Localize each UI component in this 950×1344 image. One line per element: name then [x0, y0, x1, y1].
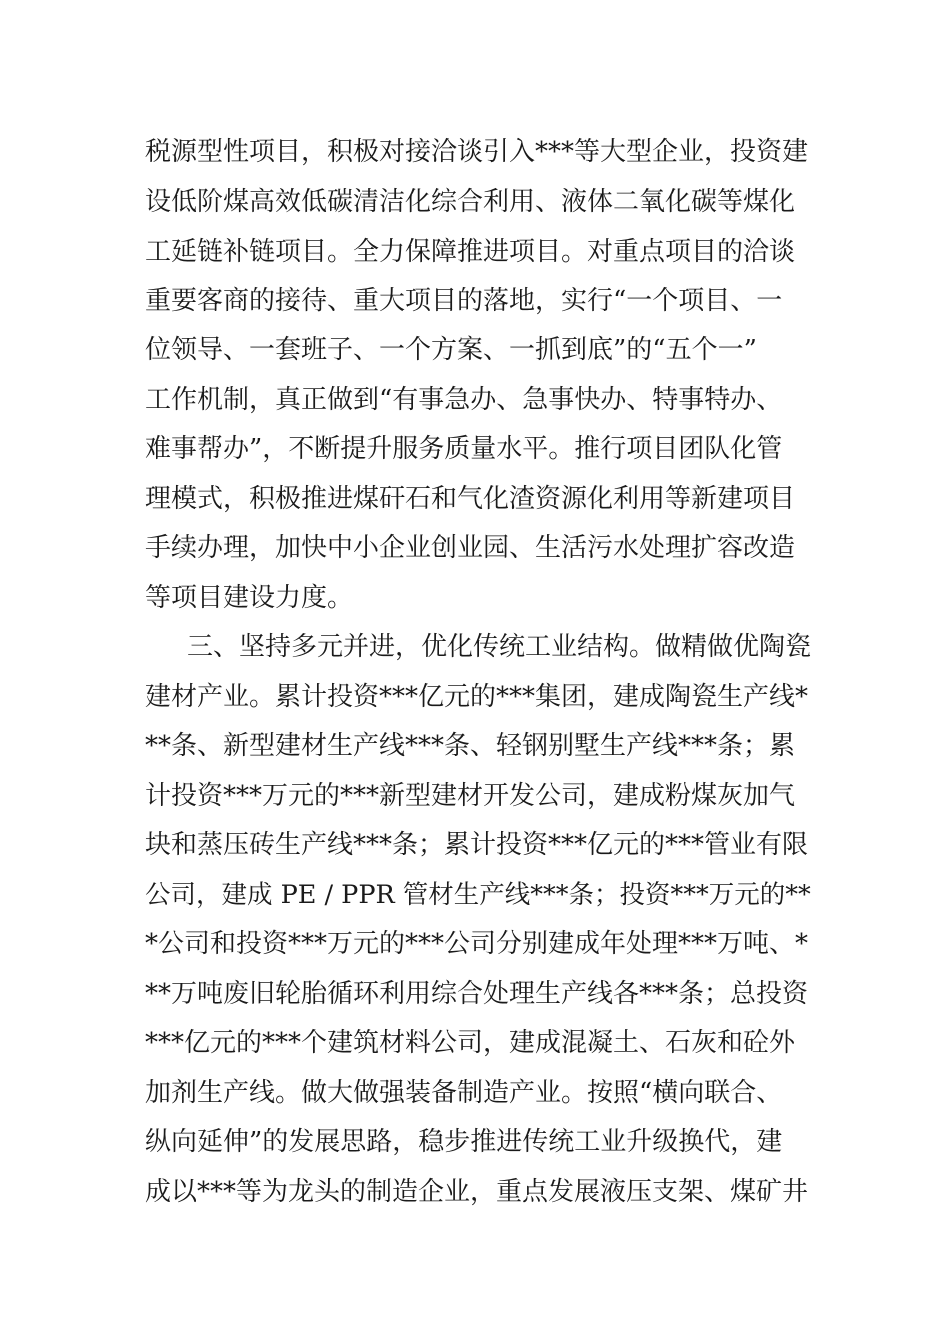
section-heading-line: 三、坚持多元并进，优化传统工业结构。做精做优陶瓷	[187, 632, 812, 662]
text-line-15: 块和蒸压砖生产线***条；累计投资***亿元的***管业有限	[145, 830, 809, 860]
text-line-6: 工作机制，真正做到“有事急办、急事快办、特事特办、	[145, 385, 783, 415]
text-line-16: 公司，建成 PE / PPR 管材生产线***条；投资***万元的**	[145, 880, 811, 910]
text-line-20: 加剂生产线。做大做强装备制造产业。按照“横向联合、	[145, 1078, 783, 1108]
text-line-8: 理模式，积极推进煤矸石和气化渣资源化利用等新建项目	[145, 484, 796, 514]
text-line-19: ***亿元的***个建筑材料公司，建成混凝土、石灰和砼外	[145, 1028, 796, 1058]
text-line-17: *公司和投资***万元的***公司分别建成年处理***万吨、*	[145, 929, 809, 959]
text-line-13: **条、新型建材生产线***条、轻钢别墅生产线***条；累	[145, 731, 796, 761]
text-line-10: 等项目建设力度。	[145, 583, 354, 613]
text-line-18: **万吨废旧轮胎循环利用综合处理生产线各***条；总投资	[145, 979, 809, 1009]
text-line-2: 设低阶煤高效低碳清洁化综合利用、液体二氧化碳等煤化	[145, 187, 796, 217]
text-line-12: 建材产业。累计投资***亿元的***集团，建成陶瓷生产线*	[145, 682, 809, 712]
text-line-14: 计投资***万元的***新型建材开发公司，建成粉煤灰加气	[145, 781, 796, 811]
text-line-7: 难事帮办”，不断提升服务质量水平。推行项目团队化管	[145, 434, 783, 464]
text-line-1: 税源型性项目，积极对接洽谈引入***等大型企业，投资建	[145, 137, 809, 167]
text-line-22: 成以***等为龙头的制造企业，重点发展液压支架、煤矿井	[145, 1177, 809, 1207]
text-line-5: 位领导、一套班子、一个方案、一抓到底”的“五个一”	[145, 335, 757, 365]
text-line-21: 纵向延伸”的发展思路，稳步推进传统工业升级换代，建	[145, 1127, 783, 1157]
text-line-9: 手续办理，加快中小企业创业园、生活污水处理扩容改造	[145, 533, 796, 563]
text-line-4: 重要客商的接待、重大项目的落地，实行“一个项目、一	[145, 286, 783, 316]
text-line-3: 工延链补链项目。全力保障推进项目。对重点项目的洽谈	[145, 237, 796, 267]
